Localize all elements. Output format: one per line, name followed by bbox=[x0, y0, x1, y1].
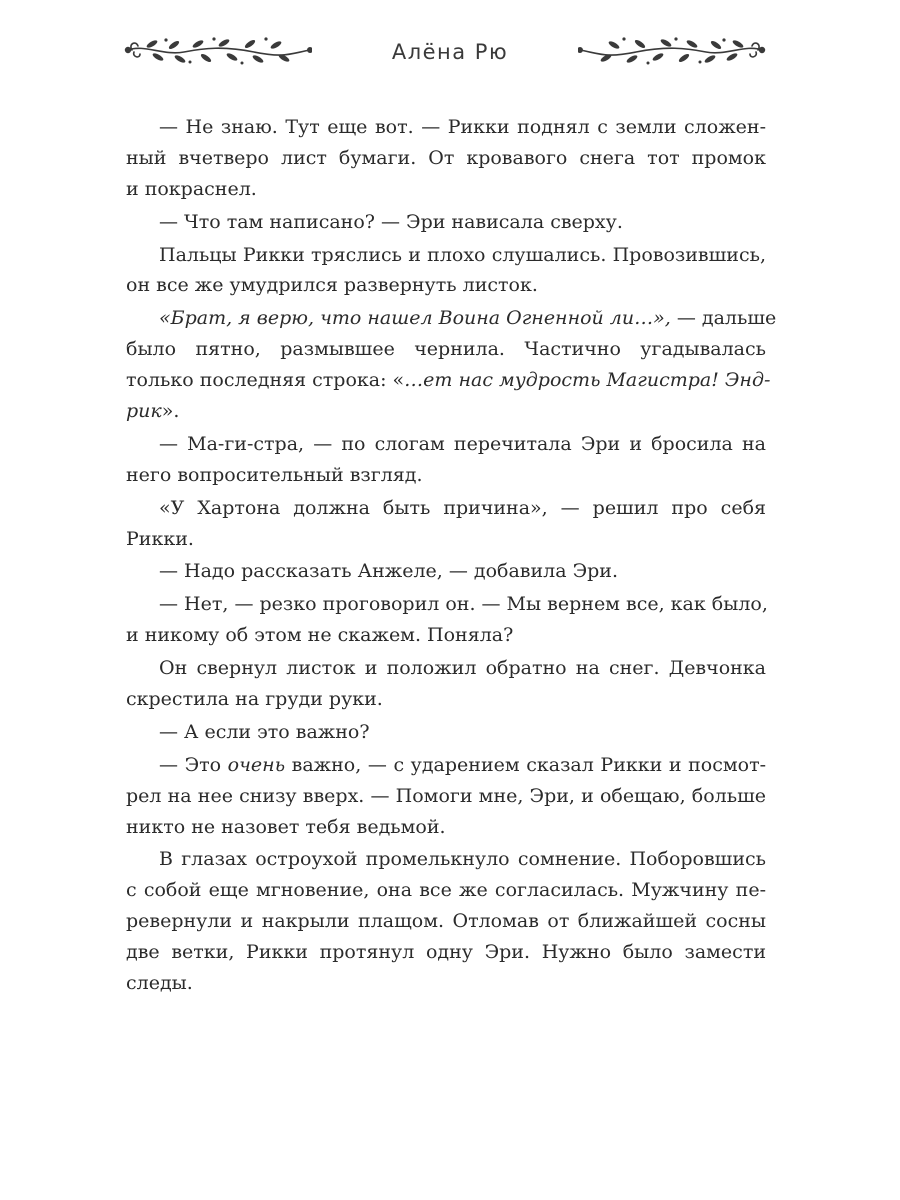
text-line: — Надо рассказать Анжеле, — добавила Эри. bbox=[159, 560, 618, 583]
laurel-vine-ornament-right-icon bbox=[578, 34, 766, 70]
paragraph bbox=[126, 750, 766, 843]
text-line: он все же умудрился развернуть листок. bbox=[126, 274, 538, 297]
text-fragment: только последняя строка: « bbox=[126, 369, 405, 392]
paragraph bbox=[126, 112, 766, 205]
text-line: «У Хартона должна быть причина», — решил про себя bbox=[159, 496, 766, 519]
author-name: Алёна Рю bbox=[391, 40, 509, 64]
text-line bbox=[126, 303, 777, 334]
text-line: и покраснел. bbox=[126, 177, 257, 200]
text-line bbox=[126, 365, 771, 396]
italic-quote: …ет нас мудрость Магистра! Энд- bbox=[404, 369, 771, 392]
text-fragment: — дальше bbox=[670, 307, 777, 330]
text-line: скрестила на груди руки. bbox=[126, 688, 383, 711]
text-line: — Что там написано? — Эри нависала сверху. bbox=[159, 210, 623, 233]
italic-quote: рик bbox=[126, 400, 162, 423]
paragraph bbox=[126, 844, 766, 998]
paragraph bbox=[126, 717, 766, 748]
paragraph bbox=[126, 556, 766, 587]
text-line: — Не знаю. Тут еще вот. — Рикки поднял с земли сложен- bbox=[159, 116, 766, 138]
text-fragment: — Это bbox=[159, 753, 228, 776]
text-line: — Нет, — резко проговорил он. — Мы вернем все, как было, bbox=[159, 593, 768, 616]
text-line bbox=[126, 750, 766, 781]
text-line: ревернули и накрыли плащом. Отломав от ближайшей сосны bbox=[126, 910, 766, 933]
running-header bbox=[0, 30, 900, 74]
text-line: две ветки, Рикки протянул одну Эри. Нужно было замести bbox=[126, 941, 766, 964]
text-line: никто не назовет тебя ведьмой. bbox=[126, 815, 446, 838]
page-body-text bbox=[126, 112, 777, 1001]
paragraph bbox=[126, 653, 766, 715]
italic-emphasis: очень bbox=[227, 753, 286, 776]
text-line: Рикки. bbox=[126, 527, 194, 550]
text-line: В глазах остроухой промелькнуло сомнение. Поборовшись bbox=[159, 848, 766, 871]
text-line: ный вчетверо лист бумаги. От кровавого снега тот промок bbox=[126, 146, 766, 169]
paragraph bbox=[126, 303, 777, 427]
italic-quote: «Брат, я верю, что нашел Воина Огненной ли…», bbox=[159, 307, 671, 330]
text-line: следы. bbox=[126, 972, 193, 995]
text-fragment: ». bbox=[161, 400, 180, 423]
text-line: Пальцы Рикки тряслись и плохо слушались. Провозившись, bbox=[159, 243, 766, 266]
paragraph bbox=[126, 429, 766, 491]
paragraph bbox=[126, 240, 766, 302]
text-line: Он свернул листок и положил обратно на снег. Девчонка bbox=[159, 657, 766, 680]
paragraph bbox=[126, 493, 766, 555]
text-line: — А если это важно? bbox=[159, 720, 370, 743]
text-line: с собой еще мгновение, она все же согласилась. Мужчину пе- bbox=[126, 879, 766, 902]
paragraph bbox=[126, 589, 766, 651]
text-line: рел на нее снизу вверх. — Помоги мне, Эри, и обещаю, больше bbox=[126, 784, 766, 807]
text-line bbox=[126, 396, 766, 427]
text-line: него вопросительный взгляд. bbox=[126, 463, 423, 486]
text-fragment: важно, — с ударением сказал Рикки и посмот- bbox=[285, 753, 766, 776]
text-line: — Ма-ги-стра, — по слогам перечитала Эри и бросила на bbox=[159, 432, 766, 455]
text-line: и никому об этом не скажем. Поняла? bbox=[126, 624, 514, 647]
paragraph bbox=[126, 207, 766, 238]
text-line: было пятно, размывшее чернила. Частично угадывалась bbox=[126, 338, 766, 361]
